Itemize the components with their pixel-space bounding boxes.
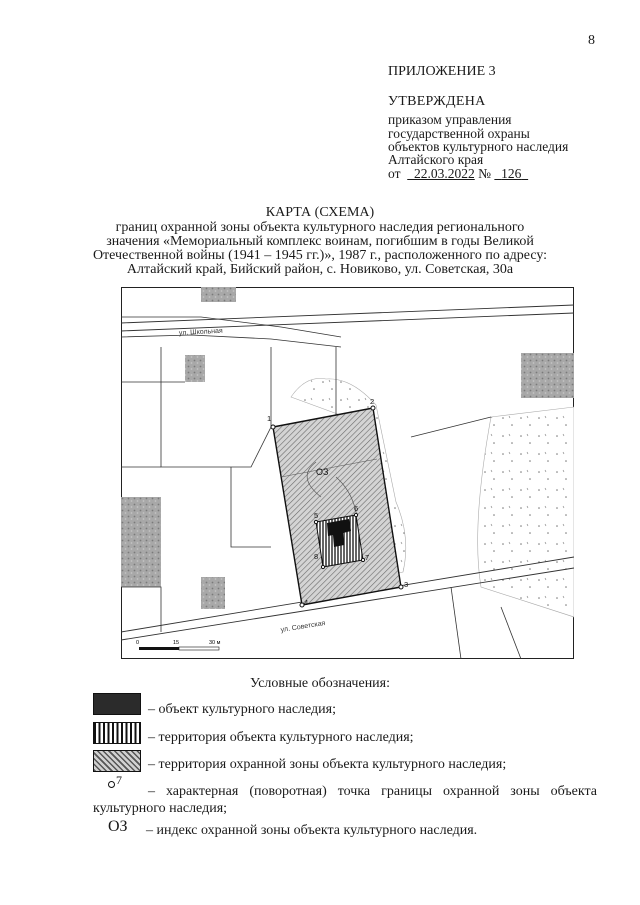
legend-oz-text: – индекс охранной зоны объекта культурного наследия. (146, 823, 478, 838)
map-building (521, 353, 574, 398)
legend-object-text: – объект культурного наследия; (148, 702, 336, 717)
street-sovetskaya-label: ул. Советская (280, 620, 326, 634)
map-building (201, 287, 236, 302)
svg-text:15: 15 (173, 640, 180, 646)
approved-heading: УТВЕРЖДЕНА (388, 94, 486, 109)
legend-point-symbol (108, 781, 115, 788)
point-4-label: 4 (304, 598, 309, 607)
point-5-label: 5 (314, 511, 319, 520)
title-line-2: значения «Мемориальный комплекс воинам, погибшим в годы Великой (106, 234, 534, 249)
map-title: КАРТА (СХЕМА) (265, 205, 375, 220)
svg-text:30 м: 30 м (209, 640, 221, 646)
map-building (185, 355, 205, 382)
legend-point-number: 7 (116, 773, 122, 787)
approval-line-3: объектов культурного наследия (388, 139, 569, 154)
order-from: от (388, 166, 401, 181)
order-number: 126 (501, 166, 522, 181)
point-1-label: 1 (267, 414, 272, 423)
point-3-label: 3 (404, 580, 409, 589)
point-7-label: 7 (365, 553, 370, 562)
order-number-label: № (478, 166, 491, 181)
title-line-1: границ охранной зоны объекта культурного наследия регионального (115, 220, 525, 235)
site-map (121, 287, 574, 659)
zone-index-label: ОЗ (316, 467, 329, 477)
legend-point-text-line2: культурного наследия; (93, 801, 228, 816)
map-building (121, 497, 161, 587)
svg-text:0: 0 (136, 640, 140, 646)
approval-line-4: Алтайского края (388, 152, 484, 167)
legend-point-text-line1: – характерная (поворотная) точка границы охранной зоны объекта (148, 784, 597, 799)
map-building (201, 577, 225, 609)
title-line-4: Алтайский край, Бийский район, с. Новиково, ул. Советская, 30а (126, 262, 514, 277)
legend-swatch-territory (93, 722, 141, 744)
legend-oz-symbol: ОЗ (108, 818, 128, 835)
approval-line-1: приказом управления (388, 112, 512, 127)
approval-line-2: государственной охраны (388, 126, 530, 141)
point-8-label: 8 (314, 552, 319, 561)
point-2-label: 2 (370, 397, 375, 406)
page-number: 8 (588, 33, 595, 48)
legend-zone-text: – территория охранной зоны объекта культурного наследия; (148, 757, 507, 772)
point-6-label: 6 (354, 504, 359, 513)
legend-swatch-zone (93, 750, 141, 772)
vegetation-area (478, 407, 574, 617)
order-date: 22.03.2022 (413, 166, 475, 181)
legend-territory-text: – территория объекта культурного наследия; (148, 730, 414, 745)
legend-swatch-object (93, 693, 141, 715)
order-line (388, 166, 528, 181)
title-line-3: Отечественной войны (1941 – 1945 гг.)», 1987 г., расположенного по адресу: (92, 248, 548, 263)
street-shkolnaya-label: ул. Школьная (178, 327, 223, 337)
legend-title: Условные обозначения: (249, 676, 391, 691)
appendix-heading: ПРИЛОЖЕНИЕ 3 (388, 64, 496, 79)
